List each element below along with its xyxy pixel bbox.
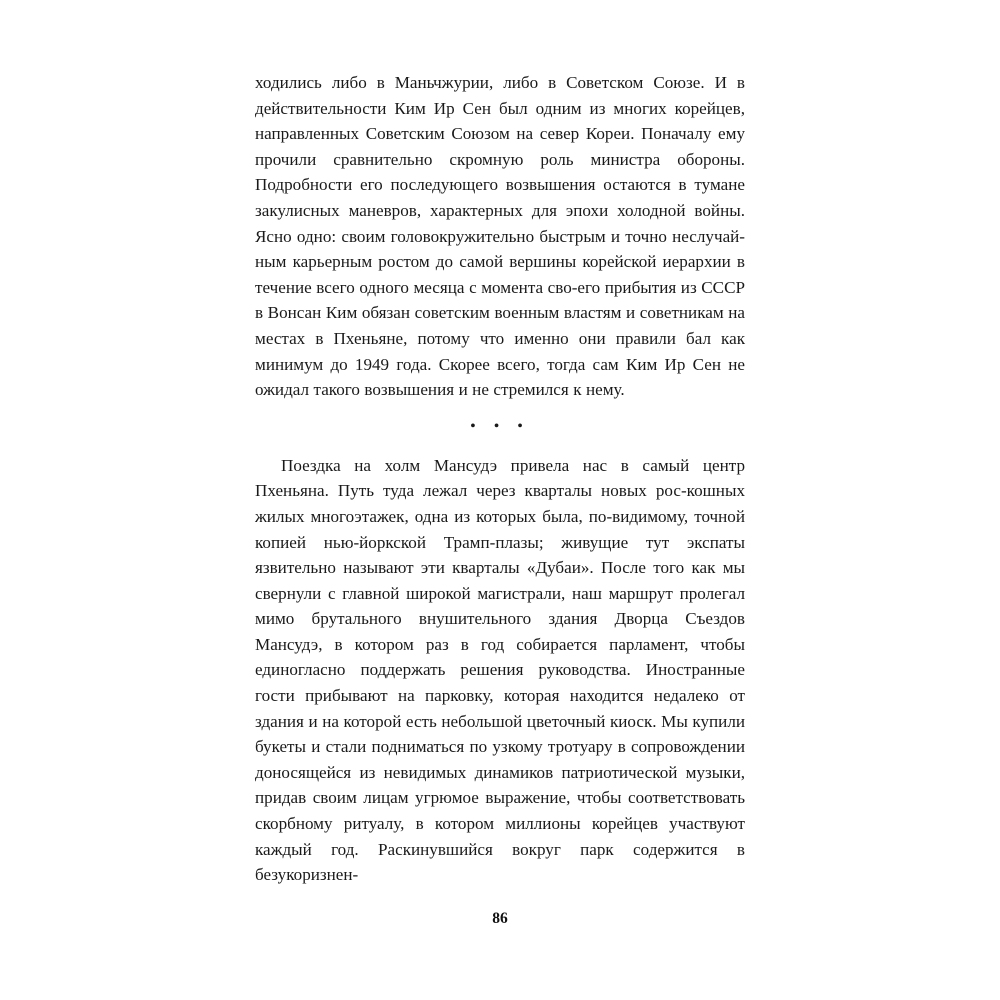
text-column	[255, 70, 745, 888]
section-divider: • • •	[470, 417, 530, 435]
paragraph-mansude: Поездка на холм Мансудэ привела нас в самый центр Пхеньяна. Путь туда лежал через кварталы новых рос-кошных жилых многоэтажек, одна из которых была, по-видимому, точной копией нью-йоркской Трамп-плазы; живущие тут экспаты язвительно называют эти кварталы «Дубаи». После того как мы свернули с главной широкой магистрали, наш маршрут пролегал мимо брутального внушительного здания Дворца Съездов Мансудэ, в котором раз в год собирается парламент, чтобы единогласно поддержать решения руководства. Иностранные гости прибывают на парковку, которая находится недалеко от здания и на которой есть небольшой цветочный киоск. Мы купили букеты и стали подниматься по узкому тротуару в сопровождении доносящейся из невидимых динамиков патриотической музыки, придав своим лицам угрюмое выражение, чтобы соответствовать скорбному ритуалу, в котором миллионы корейцев участвуют каждый год. Раскинувшийся вокруг парк содержится в безукоризнен-	[255, 455, 745, 885]
page-number: 86	[492, 910, 508, 927]
paragraph-continued: ходились либо в Маньчжурии, либо в Советском Союзе. И в действительности Ким Ир Сен был одним из многих корейцев, направленных Советским Союзом на север Кореи. Поначалу ему прочили сравнительно скромную роль министра обороны. Подробности его последующего возвышения остаются в тумане закулисных маневров, характерных для эпохи холодной войны. Ясно одно: своим головокружительно быстрым и точно неслучай-ным карьерным ростом до самой вершины корейской иерархии в течение всего одного месяца с момента сво-его прибытия из СССР в Вонсан Ким обязан советским военным властям и советникам на местах в Пхеньяне, потому что именно они правили бал как минимум до 1949 года. Скорее всего, тогда сам Ким Ир Сен не ожидал такого возвышения и не стремился к нему.	[255, 73, 745, 400]
